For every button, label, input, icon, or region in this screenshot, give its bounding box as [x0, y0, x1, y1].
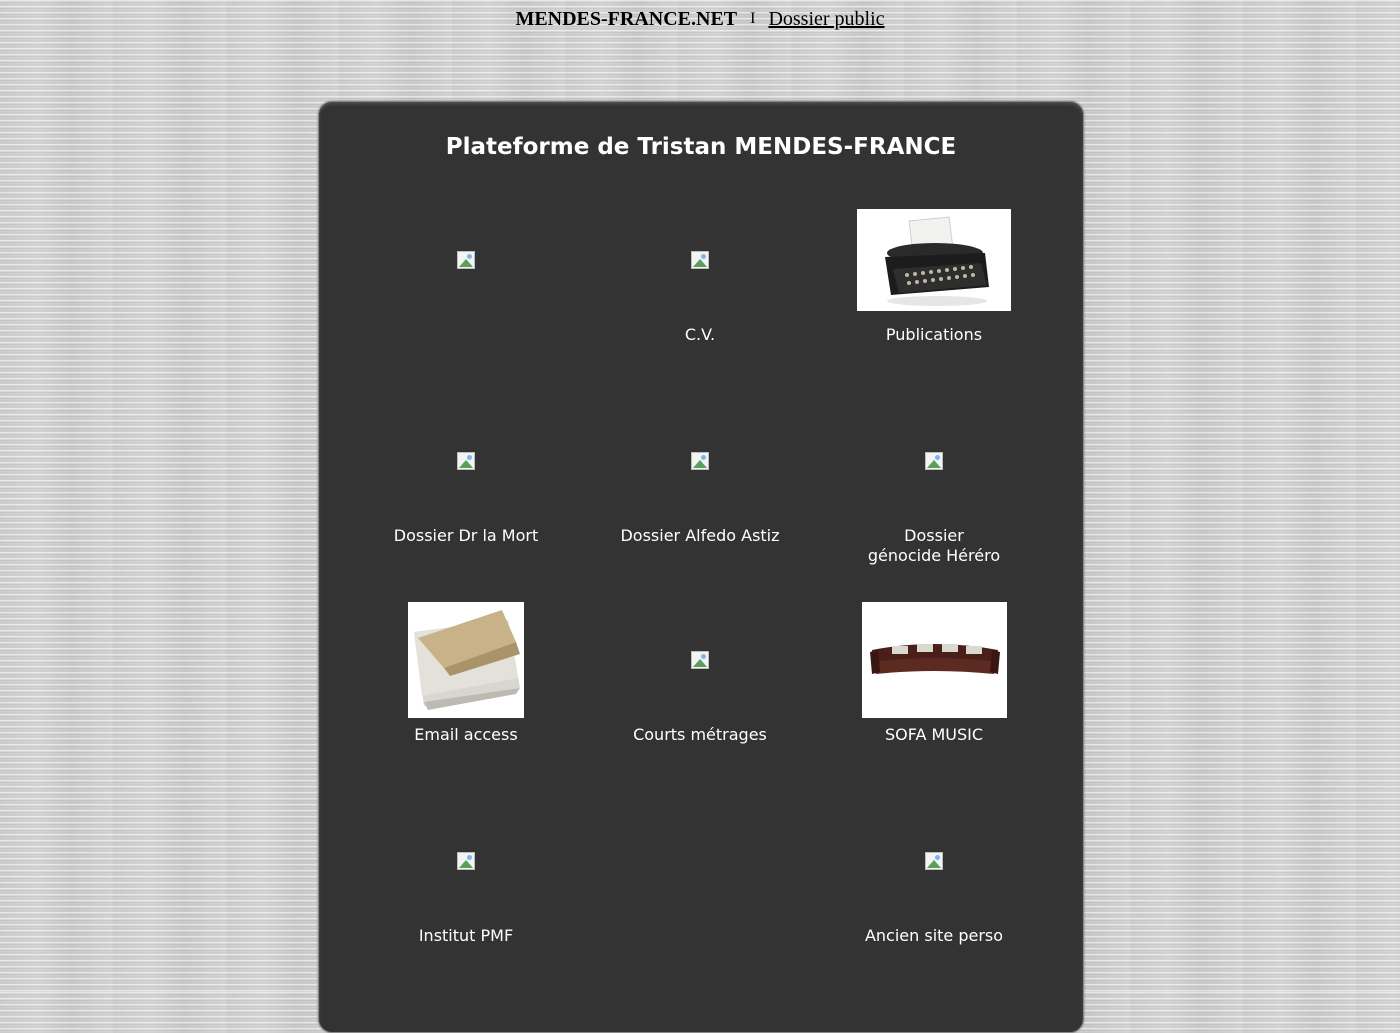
- main-panel: [318, 101, 1084, 1033]
- envelope-photo: [408, 602, 524, 718]
- tile-label: Dossier génocide Héréro: [867, 526, 1001, 565]
- sofa-photo: [862, 602, 1007, 718]
- broken-image-icon: [925, 452, 943, 470]
- tile-institut-pmf[interactable]: [349, 803, 583, 946]
- typewriter-photo: [857, 209, 1011, 311]
- tile-label: SOFA MUSIC: [884, 725, 984, 744]
- tile-label: C.V.: [684, 325, 716, 344]
- broken-image-icon: [691, 251, 709, 269]
- broken-image-icon: [925, 852, 943, 870]
- tile-ancien-site-perso[interactable]: [817, 803, 1051, 946]
- tile-dossier-alfedo-astiz[interactable]: [583, 403, 817, 546]
- tile-cv[interactable]: [583, 202, 817, 345]
- tile-sofa-music[interactable]: [817, 602, 1051, 745]
- tile-dossier-genocide-herero[interactable]: [817, 403, 1051, 566]
- page-title: Plateforme de Tristan MENDES-FRANCE: [445, 134, 957, 160]
- tile-label: Dossier Alfedo Astiz: [620, 526, 780, 545]
- broken-image-icon: [691, 651, 709, 669]
- tile-label: Publications: [885, 325, 983, 344]
- dossier-public-link[interactable]: Dossier public: [768, 8, 885, 30]
- header-separator: I: [750, 10, 756, 27]
- broken-image-icon: [457, 852, 475, 870]
- tile-label: Dossier Dr la Mort: [393, 526, 539, 545]
- tile-label: Email access: [414, 725, 518, 744]
- tile-courts-metrages[interactable]: [583, 602, 817, 745]
- top-bar: [0, 8, 1400, 31]
- tile-publications[interactable]: [817, 202, 1051, 345]
- tile-label: Courts métrages: [633, 725, 767, 744]
- broken-image-icon: [457, 452, 475, 470]
- site-name[interactable]: MENDES-FRANCE.NET: [515, 8, 738, 30]
- broken-image-icon: [457, 251, 475, 269]
- tile-label: Ancien site perso: [864, 926, 1004, 945]
- tile-blank[interactable]: [349, 202, 583, 325]
- tile-email-access[interactable]: [349, 602, 583, 745]
- tile-label: Institut PMF: [418, 926, 514, 945]
- broken-image-icon: [691, 452, 709, 470]
- tile-dossier-dr-la-mort[interactable]: [349, 403, 583, 546]
